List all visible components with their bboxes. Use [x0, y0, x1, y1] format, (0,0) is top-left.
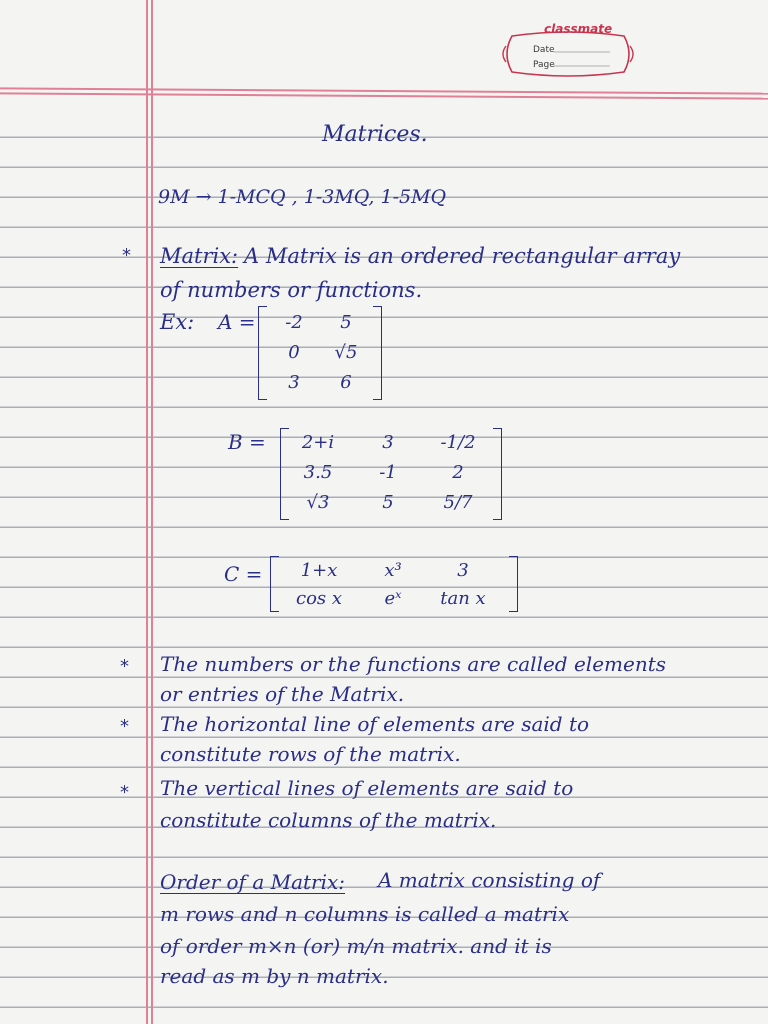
matrix-b-cell: 5/7 — [443, 492, 473, 513]
definition-term: Matrix: — [160, 244, 239, 268]
matrix-b-cell: 2+i — [301, 432, 335, 453]
bullet-point-1: * — [120, 656, 129, 677]
order-line-4: read as m by n matrix. — [160, 964, 389, 988]
matrix-a-cell: -2 — [285, 312, 303, 333]
order-line-1: A matrix consisting of — [378, 868, 601, 892]
order-line-2: m rows and n columns is called a matrix — [160, 902, 570, 926]
logo-date-label: Date — [533, 45, 555, 55]
matrix-b-cell: 5 — [382, 492, 394, 513]
matrix-c-cell: 3 — [457, 560, 469, 581]
matrix-b-cell: -1 — [379, 462, 397, 483]
matrix-a-cell: 5 — [340, 312, 352, 333]
example-label: Ex: — [160, 310, 195, 334]
order-term: Order of a Matrix: — [160, 870, 346, 894]
point-1-line-2: or entries of the Matrix. — [160, 682, 405, 706]
point-2-line-1: The horizontal line of elements are said to — [160, 712, 590, 736]
bullet-definition: * — [122, 245, 131, 266]
matrix-a-name: A = — [218, 310, 256, 334]
point-2-line-2: constitute rows of the matrix. — [160, 742, 461, 766]
point-3-line-1: The vertical lines of elements are said to — [160, 776, 574, 800]
matrix-c — [270, 556, 518, 612]
matrix-c-right-bracket — [509, 556, 518, 612]
matrix-b-name: B = — [228, 430, 266, 454]
matrix-c-name: C = — [224, 562, 263, 586]
matrix-c-cell: x³ — [384, 560, 402, 581]
margin-line-left — [146, 0, 148, 1024]
matrix-c-cell: 1+x — [300, 560, 338, 581]
matrix-b — [280, 428, 502, 520]
matrix-a-cell: √5 — [334, 342, 358, 363]
matrix-a-cell: 0 — [288, 342, 300, 363]
page-title: Matrices. — [322, 122, 428, 147]
bullet-point-2: * — [120, 716, 129, 737]
matrix-b-cell: √3 — [306, 492, 330, 513]
logo-brand: classmate — [544, 22, 613, 36]
matrix-b-cell: 2 — [452, 462, 464, 483]
matrix-b-cell: 3 — [382, 432, 394, 453]
marks-line: 9M → 1-MCQ , 1-3MQ, 1-5MQ — [158, 186, 447, 208]
point-3-line-2: constitute columns of the matrix. — [160, 808, 497, 832]
matrix-a-cell: 3 — [288, 372, 300, 393]
logo-page-label: Page — [533, 60, 555, 70]
point-1-line-1: The numbers or the functions are called elements — [160, 652, 667, 676]
margin-line-right — [151, 0, 153, 1024]
matrix-b-cell: -1/2 — [440, 432, 476, 453]
matrix-c-left-bracket — [270, 556, 279, 612]
matrix-b-right-bracket — [493, 428, 502, 520]
matrix-a-cell: 6 — [340, 372, 352, 393]
matrix-c-cell: tan x — [440, 588, 486, 609]
order-line-3: of order m×n (or) m/n matrix. and it is — [160, 934, 552, 958]
bullet-point-3: * — [120, 782, 129, 803]
matrix-c-cell: eˣ — [384, 588, 402, 609]
definition-line-1: A Matrix is an ordered rectangular array — [244, 244, 681, 268]
definition-line-2: of numbers or functions. — [160, 278, 423, 302]
matrix-b-cell: 3.5 — [303, 462, 333, 483]
matrix-a — [258, 306, 382, 400]
matrix-c-cell: cos x — [295, 588, 343, 609]
